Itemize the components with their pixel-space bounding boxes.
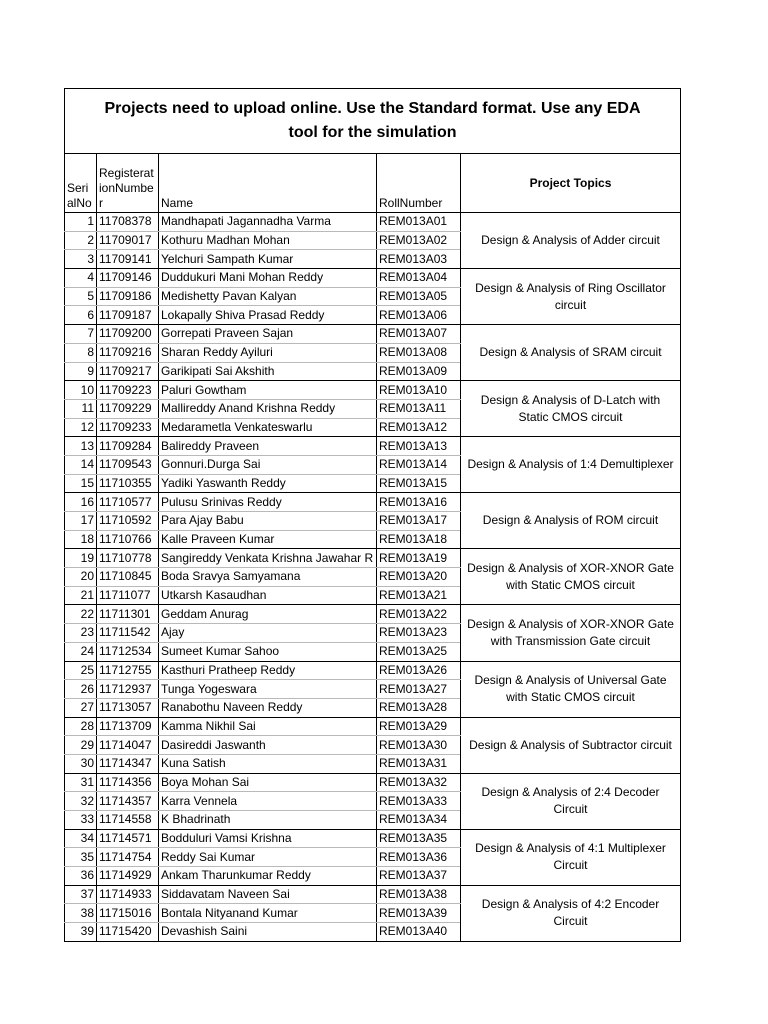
sheet-title-line-2: tool for the simulation <box>288 124 457 141</box>
registration-cell: 11711077 <box>97 586 159 605</box>
registration-cell: 11714929 <box>97 867 159 886</box>
name-cell: Gorrepati Praveen Sajan <box>159 325 377 344</box>
name-cell: Mandhapati Jagannadha Varma <box>159 213 377 232</box>
roll-number-cell: REM013A13 <box>377 437 461 456</box>
table-row <box>65 269 681 288</box>
name-cell: Pulusu Srinivas Reddy <box>159 493 377 512</box>
roll-number-cell: REM013A27 <box>377 680 461 699</box>
table-row <box>65 829 681 848</box>
serial-cell: 8 <box>65 343 97 362</box>
table-row <box>65 717 681 736</box>
name-cell: Karra Vennela <box>159 792 377 811</box>
name-cell: Kalle Praveen Kumar <box>159 530 377 549</box>
serial-cell: 2 <box>65 231 97 250</box>
roll-number-cell: REM013A33 <box>377 792 461 811</box>
serial-cell: 3 <box>65 250 97 269</box>
table-row <box>65 325 681 344</box>
serial-cell: 28 <box>65 717 97 736</box>
roll-number-cell: REM013A17 <box>377 512 461 531</box>
serial-cell: 18 <box>65 530 97 549</box>
table-row <box>65 885 681 904</box>
serial-cell: 19 <box>65 549 97 568</box>
project-table <box>64 88 681 942</box>
name-cell: Yadiki Yaswanth Reddy <box>159 474 377 493</box>
roll-number-cell: REM013A30 <box>377 736 461 755</box>
name-cell: Boda Sravya Samyamana <box>159 568 377 587</box>
serial-cell: 37 <box>65 885 97 904</box>
name-cell: Ankam Tharunkumar Reddy <box>159 867 377 886</box>
roll-number-cell: REM013A09 <box>377 362 461 381</box>
project-topic-cell: Design & Analysis of 4:2 Encoder Circuit <box>461 885 681 941</box>
registration-cell: 11711542 <box>97 624 159 643</box>
name-cell: Siddavatam Naveen Sai <box>159 885 377 904</box>
roll-number-cell: REM013A15 <box>377 474 461 493</box>
spreadsheet <box>64 88 680 942</box>
roll-number-cell: REM013A38 <box>377 885 461 904</box>
serial-cell: 24 <box>65 642 97 661</box>
name-cell: Geddam Anurag <box>159 605 377 624</box>
name-cell: Medarametla Venkateswarlu <box>159 418 377 437</box>
table-row <box>65 661 681 680</box>
name-cell: Boya Mohan Sai <box>159 773 377 792</box>
registration-cell: 11710778 <box>97 549 159 568</box>
registration-cell: 11713057 <box>97 698 159 717</box>
registration-cell: 11710577 <box>97 493 159 512</box>
name-cell: Dasireddi Jaswanth <box>159 736 377 755</box>
serial-cell: 6 <box>65 306 97 325</box>
registration-cell: 11709217 <box>97 362 159 381</box>
roll-number-cell: REM013A05 <box>377 287 461 306</box>
serial-cell: 39 <box>65 923 97 942</box>
registration-cell: 11715016 <box>97 904 159 923</box>
project-topic-cell: Design & Analysis of XOR-XNOR Gate with Transmission Gate circuit <box>461 605 681 661</box>
registration-cell: 11710845 <box>97 568 159 587</box>
name-cell: Devashish Saini <box>159 923 377 942</box>
name-cell: Yelchuri Sampath Kumar <box>159 250 377 269</box>
registration-cell: 11713709 <box>97 717 159 736</box>
registration-cell: 11712937 <box>97 680 159 699</box>
table-row <box>65 381 681 400</box>
serial-cell: 33 <box>65 811 97 830</box>
registration-cell: 11711301 <box>97 605 159 624</box>
roll-number-cell: REM013A18 <box>377 530 461 549</box>
project-topic-cell: Design & Analysis of SRAM circuit <box>461 325 681 381</box>
registration-cell: 11709017 <box>97 231 159 250</box>
serial-cell: 34 <box>65 829 97 848</box>
registration-cell: 11712755 <box>97 661 159 680</box>
registration-cell: 11715420 <box>97 923 159 942</box>
registration-cell: 11714347 <box>97 754 159 773</box>
name-cell: Bodduluri Vamsi Krishna <box>159 829 377 848</box>
table-row <box>65 437 681 456</box>
sheet-title-line-1: Projects need to upload online. Use the Standard format. Use any EDA <box>104 100 641 117</box>
serial-cell: 27 <box>65 698 97 717</box>
serial-cell: 1 <box>65 213 97 232</box>
registration-cell: 11709216 <box>97 343 159 362</box>
serial-cell: 7 <box>65 325 97 344</box>
name-cell: Sumeet Kumar Sahoo <box>159 642 377 661</box>
serial-cell: 12 <box>65 418 97 437</box>
serial-cell: 20 <box>65 568 97 587</box>
project-topic-cell: Design & Analysis of XOR-XNOR Gate with Static CMOS circuit <box>461 549 681 605</box>
project-topic-cell: Design & Analysis of Subtractor circuit <box>461 717 681 773</box>
serial-cell: 22 <box>65 605 97 624</box>
name-cell: Tunga Yogeswara <box>159 680 377 699</box>
name-cell: Garikipati Sai Akshith <box>159 362 377 381</box>
table-row <box>65 549 681 568</box>
roll-number-cell: REM013A10 <box>377 381 461 400</box>
serial-cell: 10 <box>65 381 97 400</box>
name-cell: Bontala Nityanand Kumar <box>159 904 377 923</box>
project-topic-cell: Design & Analysis of ROM circuit <box>461 493 681 549</box>
serial-cell: 30 <box>65 754 97 773</box>
header-registration-number: RegisterationNumber <box>97 154 159 213</box>
roll-number-cell: REM013A11 <box>377 399 461 418</box>
registration-cell: 11708378 <box>97 213 159 232</box>
table-row <box>65 213 681 232</box>
roll-number-cell: REM013A34 <box>377 811 461 830</box>
name-cell: Paluri Gowtham <box>159 381 377 400</box>
registration-cell: 11714047 <box>97 736 159 755</box>
serial-cell: 4 <box>65 269 97 288</box>
roll-number-cell: REM013A06 <box>377 306 461 325</box>
serial-cell: 23 <box>65 624 97 643</box>
name-cell: Reddy Sai Kumar <box>159 848 377 867</box>
roll-number-cell: REM013A12 <box>377 418 461 437</box>
project-topic-cell: Design & Analysis of 1:4 Demultiplexer <box>461 437 681 493</box>
header-name: Name <box>159 154 377 213</box>
serial-cell: 5 <box>65 287 97 306</box>
project-topic-cell: Design & Analysis of 4:1 Multiplexer Circuit <box>461 829 681 885</box>
registration-cell: 11709229 <box>97 399 159 418</box>
name-cell: Ajay <box>159 624 377 643</box>
roll-number-cell: REM013A36 <box>377 848 461 867</box>
registration-cell: 11709543 <box>97 455 159 474</box>
serial-cell: 14 <box>65 455 97 474</box>
serial-cell: 32 <box>65 792 97 811</box>
roll-number-cell: REM013A31 <box>377 754 461 773</box>
registration-cell: 11710592 <box>97 512 159 531</box>
project-topic-cell: Design & Analysis of Universal Gate with Static CMOS circuit <box>461 661 681 717</box>
roll-number-cell: REM013A20 <box>377 568 461 587</box>
registration-cell: 11709233 <box>97 418 159 437</box>
roll-number-cell: REM013A29 <box>377 717 461 736</box>
name-cell: Gonnuri.Durga Sai <box>159 455 377 474</box>
roll-number-cell: REM013A23 <box>377 624 461 643</box>
name-cell: Sharan Reddy Ayiluri <box>159 343 377 362</box>
serial-cell: 26 <box>65 680 97 699</box>
registration-cell: 11709223 <box>97 381 159 400</box>
serial-cell: 36 <box>65 867 97 886</box>
serial-cell: 21 <box>65 586 97 605</box>
registration-cell: 11709141 <box>97 250 159 269</box>
roll-number-cell: REM013A26 <box>377 661 461 680</box>
serial-cell: 9 <box>65 362 97 381</box>
serial-cell: 35 <box>65 848 97 867</box>
name-cell: Duddukuri Mani Mohan Reddy <box>159 269 377 288</box>
serial-cell: 25 <box>65 661 97 680</box>
serial-cell: 29 <box>65 736 97 755</box>
registration-cell: 11714356 <box>97 773 159 792</box>
name-cell: Kuna Satish <box>159 754 377 773</box>
table-row <box>65 605 681 624</box>
registration-cell: 11714558 <box>97 811 159 830</box>
name-cell: Balireddy Praveen <box>159 437 377 456</box>
project-topic-cell: Design & Analysis of Adder circuit <box>461 213 681 269</box>
registration-cell: 11709187 <box>97 306 159 325</box>
project-topic-cell: Design & Analysis of Ring Oscillator circuit <box>461 269 681 325</box>
name-cell: Ranabothu Naveen Reddy <box>159 698 377 717</box>
roll-number-cell: REM013A28 <box>377 698 461 717</box>
serial-cell: 11 <box>65 399 97 418</box>
roll-number-cell: REM013A02 <box>377 231 461 250</box>
roll-number-cell: REM013A01 <box>377 213 461 232</box>
name-cell: Sangireddy Venkata Krishna Jawahar R <box>159 549 377 568</box>
roll-number-cell: REM013A32 <box>377 773 461 792</box>
registration-cell: 11714933 <box>97 885 159 904</box>
serial-cell: 31 <box>65 773 97 792</box>
registration-cell: 11710355 <box>97 474 159 493</box>
header-serial-no: SerialNo <box>65 154 97 213</box>
serial-cell: 13 <box>65 437 97 456</box>
serial-cell: 15 <box>65 474 97 493</box>
header-roll-number: RollNumber <box>377 154 461 213</box>
name-cell: Kamma Nikhil Sai <box>159 717 377 736</box>
roll-number-cell: REM013A14 <box>377 455 461 474</box>
roll-number-cell: REM013A16 <box>377 493 461 512</box>
roll-number-cell: REM013A07 <box>377 325 461 344</box>
registration-cell: 11712534 <box>97 642 159 661</box>
registration-cell: 11714357 <box>97 792 159 811</box>
registration-cell: 11714754 <box>97 848 159 867</box>
roll-number-cell: REM013A39 <box>377 904 461 923</box>
name-cell: Lokapally Shiva Prasad Reddy <box>159 306 377 325</box>
name-cell: Medishetty Pavan Kalyan <box>159 287 377 306</box>
registration-cell: 11709146 <box>97 269 159 288</box>
serial-cell: 38 <box>65 904 97 923</box>
sheet-title <box>65 89 681 154</box>
roll-number-cell: REM013A03 <box>377 250 461 269</box>
registration-cell: 11709200 <box>97 325 159 344</box>
roll-number-cell: REM013A19 <box>377 549 461 568</box>
name-cell: Mallireddy Anand Krishna Reddy <box>159 399 377 418</box>
roll-number-cell: REM013A22 <box>377 605 461 624</box>
name-cell: Kothuru Madhan Mohan <box>159 231 377 250</box>
project-topic-cell: Design & Analysis of D-Latch with Static CMOS circuit <box>461 381 681 437</box>
registration-cell: 11709284 <box>97 437 159 456</box>
serial-cell: 17 <box>65 512 97 531</box>
roll-number-cell: REM013A40 <box>377 923 461 942</box>
header-project-topics: Project Topics <box>461 154 681 213</box>
name-cell: Utkarsh Kasaudhan <box>159 586 377 605</box>
project-topic-cell: Design & Analysis of 2:4 Decoder Circuit <box>461 773 681 829</box>
name-cell: K Bhadrinath <box>159 811 377 830</box>
roll-number-cell: REM013A04 <box>377 269 461 288</box>
roll-number-cell: REM013A21 <box>377 586 461 605</box>
roll-number-cell: REM013A25 <box>377 642 461 661</box>
roll-number-cell: REM013A37 <box>377 867 461 886</box>
table-row <box>65 493 681 512</box>
registration-cell: 11709186 <box>97 287 159 306</box>
registration-cell: 11710766 <box>97 530 159 549</box>
roll-number-cell: REM013A35 <box>377 829 461 848</box>
table-row <box>65 773 681 792</box>
name-cell: Para Ajay Babu <box>159 512 377 531</box>
registration-cell: 11714571 <box>97 829 159 848</box>
roll-number-cell: REM013A08 <box>377 343 461 362</box>
name-cell: Kasthuri Pratheep Reddy <box>159 661 377 680</box>
serial-cell: 16 <box>65 493 97 512</box>
